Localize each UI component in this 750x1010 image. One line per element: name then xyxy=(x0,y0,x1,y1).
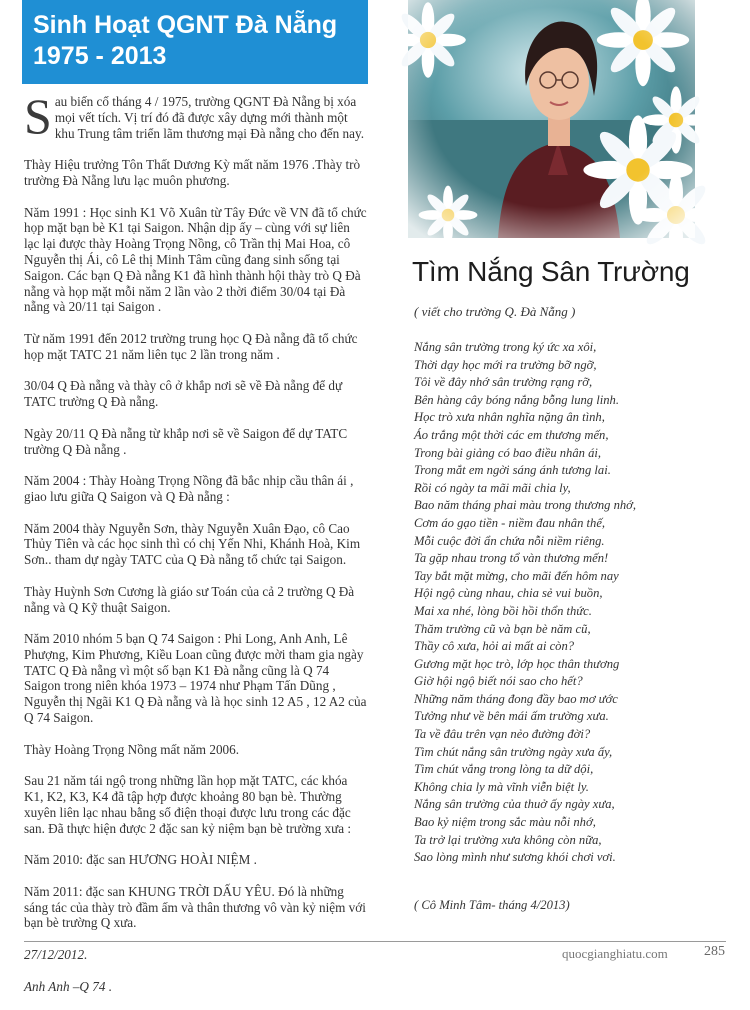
article-title-years: 1975 - 2013 xyxy=(33,42,167,70)
page-number: 285 xyxy=(704,944,725,959)
poem-body xyxy=(414,339,734,867)
paragraph: Năm 1991 : Học sinh K1 Võ Xuân từ Tây Đức về VN đã tổ chức họp mặt bạn bè K1 tại Saigon. Nhận dịp ấy – cùng với sự liên lạc lại được thày Hoàng Trọng Nồng, cô Trần thị Mai Hoa, cô Nguyễn thị Ái, cô Lê thị Minh Tâm cũng đang sinh sống tại Saigon. Các bạn Q Đà nẵng K1 đã hình thành hội thày trò Q Đà nẵng và họp mặt mỗi năm 2 lần vào 2 thời điểm 30/04 tại Đà nẵng và 20/11 tại Saigon . xyxy=(24,204,367,315)
paragraph: Từ năm 1991 đến 2012 trường trung học Q Đà nẵng đã tổ chức họp mặt TATC 21 năm liên tục 2 lần trong năm . xyxy=(24,330,358,362)
poem-line: Giờ hội ngộ biết nói sao cho hết? xyxy=(414,674,583,689)
poem-line: Tay bắt mặt mừng, cho mãi đến hôm nay xyxy=(414,568,619,583)
paragraph: Năm 2010 nhóm 5 bạn Q 74 Saigon : Phi Long, Anh Anh, Lê Phượng, Kim Phương, Kiều Loan cũng được mời tham gia ngày TATC Q Đà nẵng vì một số bạn K1 Đà nẵng cũng là Q 74 Saigon trong niên khóa 1973 – 1974 như Phạm Tấn Dũng , Nguyễn thị Ngãi K1 Q Đà nẵng và là học sinh 12 A5 , 12 A2 của Q 74 Saigon. xyxy=(24,631,367,726)
poem-line: Tôi về đây nhớ sân trường rạng rỡ, xyxy=(414,375,593,390)
poem-line: Bao kỷ niệm trong sắc màu nỗi nhớ, xyxy=(414,815,596,830)
poem-title: Tìm Nắng Sân Trường xyxy=(412,256,690,287)
poem-line: Nắng sân trường trong ký ức xa xôi, xyxy=(414,340,597,354)
article-body xyxy=(24,88,367,1010)
poem-line: Cơm áo gạo tiền - niềm đau nhân thế, xyxy=(414,515,606,530)
poem-line: Tìm chút nắng sân trường ngày xưa ấy, xyxy=(414,744,613,759)
poem-line: Áo trắng một thời các em thương mến, xyxy=(414,427,609,442)
portrait-photo-illustration xyxy=(408,0,695,238)
first-paragraph-text: au biến cố tháng 4 / 1975, trường QGNT Đà Nẵng bị xóa mọi vết tích. Vị trí đó đã được xây dựng mới thành một khu Trung tâm triển lãm thương mại Đà nẵng cho đến nay. xyxy=(54,94,365,141)
drop-cap: S xyxy=(24,88,52,144)
paragraph: Sau 21 năm tái ngộ trong những lần họp mặt TATC, các khóa K1, K2, K3, K4 đã tập hợp được khoảng 80 bạn bè. Thường xuyên liên lạc nhau bằng số điện thoại được lưu trong các đặc san. Đã thực hiện được 2 đặc san kỷ niệm bạn bè trường xưa : xyxy=(24,773,352,836)
paragraph: Thày Hiệu trưởng Tôn Thất Dương Kỳ mất năm 1976 .Thày trò trường Đà Nẵng lưu lạc muôn phương. xyxy=(24,157,361,188)
poem-line: Tìm chút vắng trong lòng ta dữ dội, xyxy=(414,762,594,777)
poem-line: Trong bài giảng có bao điều nhân ái, xyxy=(414,445,602,460)
article-title-box xyxy=(22,0,368,84)
poem-line: Hội ngộ cùng nhau, chia sẻ vui buồn, xyxy=(414,586,603,601)
poem-line: Ta về đâu trên vạn nẻo đường đời? xyxy=(414,727,591,742)
paragraph: Thày Hoàng Trọng Nồng mất năm 2006. xyxy=(24,741,240,757)
article-signature: Anh Anh –Q 74 . xyxy=(24,978,113,994)
poem-line: Thầy cô xưa, hỏi ai mất ai còn? xyxy=(414,639,575,654)
poem-line: Ta trở lại trường xưa không còn nữa, xyxy=(414,832,602,847)
footer-divider xyxy=(24,941,726,942)
first-paragraph xyxy=(24,88,367,144)
paragraph: 30/04 Q Đà nẵng và thày cô ở khắp nơi sẽ về Đà nẵng để dự TATC trường Q Đà nẵng. xyxy=(24,378,343,410)
poem-line: Sao lòng mình như sương khói chơi vơi. xyxy=(414,850,616,865)
poem-line: Bao năm tháng phai màu trong thương nhớ, xyxy=(414,498,637,513)
poem-line: Nắng sân trường của thuở ấy ngày xưa, xyxy=(414,797,615,812)
paragraph: Năm 2011: đặc san KHUNG TRỜI DẤU YÊU. Đó là những sáng tác của thày trò đầm ấm và thân thương vô vàn kỷ niệm với bạn bè trường Q xưa. xyxy=(24,883,366,931)
footer-website: quocgianghiatu.com xyxy=(562,946,668,961)
poem-credit: ( Cô Minh Tâm- tháng 4/2013) xyxy=(414,898,570,912)
poem-line: Tưởng như về bên mái ấm trường xưa. xyxy=(414,709,609,724)
poem-line: Trong mắt em ngời sáng ánh tương lai. xyxy=(414,463,611,478)
poem-line: Rồi có ngày ta mãi mãi chia ly, xyxy=(414,480,571,495)
paragraph: Năm 2004 thày Nguyễn Sơn, thày Nguyễn Xuân Đạo, cô Cao Thủy Tiên và các học sinh thì có chị Yến Nhi, Khánh Hoà, Kim Sơn.. tham dự ngày TATC của Q Đà nẵng tổ chức tại Saigon. xyxy=(24,520,361,568)
poem-subtitle: ( viết cho trường Q. Đà Nẵng ) xyxy=(414,304,576,319)
paragraph: Ngày 20/11 Q Đà nẵng từ khắp nơi sẽ về Saigon để dự TATC trường Q Đà nẵng . xyxy=(24,425,348,457)
poem-line: Thời dạy học mới ra trường bỡ ngỡ, xyxy=(414,357,597,372)
article-date: 27/12/2012. xyxy=(24,947,88,963)
poem-line: Ta gặp nhau trong tổ vàn thương mến! xyxy=(414,551,609,566)
paragraph: Năm 2004 : Thày Hoàng Trọng Nồng đã bắc nhịp cầu thân ái , giao lưu giữa Q Saigon và Q Đà nẵng : xyxy=(24,473,354,504)
poem-line: Thăm trường cũ và bạn bè năm cũ, xyxy=(414,621,591,636)
paragraph: Năm 2010: đặc san HƯƠNG HOÀI NIỆM . xyxy=(24,852,257,868)
poem-line: Những năm tháng đong đầy bao mơ ước xyxy=(414,691,618,706)
poem-line: Gương mặt học trò, lớp học thân thương xyxy=(414,656,620,671)
poem-line: Không chia ly mà vĩnh viễn biệt ly. xyxy=(414,779,589,794)
poem-line: Mỗi cuộc đời ẩn chứa nỗi niềm riêng. xyxy=(414,533,605,548)
poem-line: Học trò xưa nhân nghĩa nặng ân tình, xyxy=(414,410,605,425)
poem-line: Bên hàng cây bóng nắng bỗng lung linh. xyxy=(414,392,619,407)
poem-line: Mai xa nhé, lòng bồi hồi thổn thức. xyxy=(414,603,592,618)
paragraph: Thày Huỳnh Sơn Cương là giáo sư Toán của cả 2 trường Q Đà nẵng và Q Kỹ thuật Saigon. xyxy=(24,583,355,615)
portrait-photo xyxy=(408,0,695,238)
article-title: Sinh Hoạt QGNT Đà Nẵng xyxy=(33,11,338,39)
